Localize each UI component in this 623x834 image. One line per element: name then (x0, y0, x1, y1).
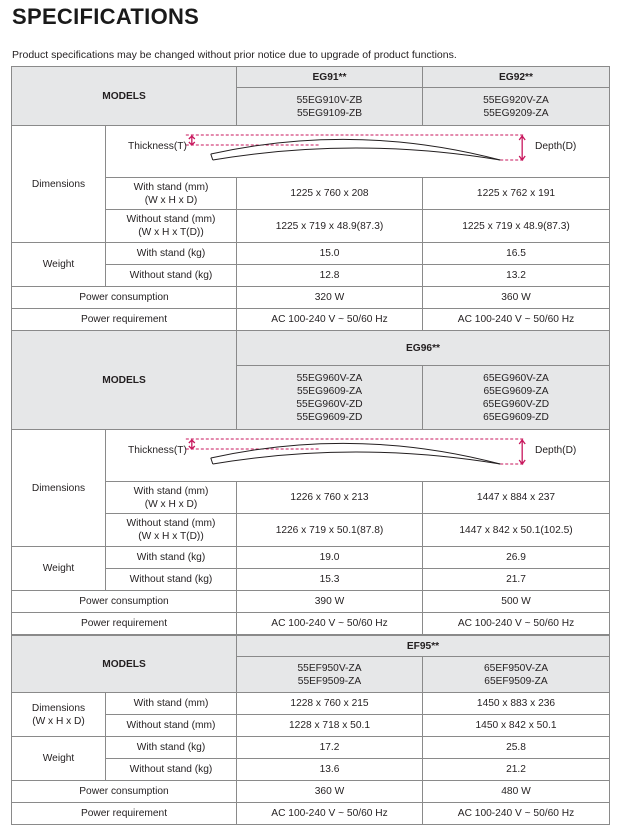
value-cell: 390 W (237, 591, 423, 613)
model-list: 55EF950V-ZA 55EF9509-ZA (237, 657, 423, 693)
series-header: EG91** (237, 67, 423, 88)
with-stand-mm-label: With stand (mm) (W x H x D) (106, 178, 237, 210)
value-cell: 1450 x 883 x 236 (423, 693, 610, 715)
value-cell: 26.9 (423, 547, 610, 569)
value-cell: 1225 x 760 x 208 (237, 178, 423, 210)
value-cell: 1225 x 762 x 191 (423, 178, 610, 210)
value-cell: 1228 x 718 x 50.1 (237, 715, 423, 737)
model-list: 65EG960V-ZA 65EG9609-ZA 65EG960V-ZD 65EG9609-ZD (423, 366, 610, 430)
with-stand-kg-label: With stand (kg) (106, 243, 237, 265)
value-cell: 1225 x 719 x 48.9(87.3) (237, 210, 423, 243)
models-header: MODELS (12, 636, 237, 693)
value-cell: 1450 x 842 x 50.1 (423, 715, 610, 737)
models-header: MODELS (12, 67, 237, 126)
power-consumption-label: Power consumption (12, 287, 237, 309)
value-cell: 13.2 (423, 265, 610, 287)
value-cell: AC 100-240 V ~ 50/60 Hz (237, 309, 423, 331)
spec-table-eg96 (11, 330, 610, 635)
with-stand-kg-label: With stand (kg) (106, 547, 237, 569)
series-header: EF95** (237, 636, 610, 657)
page-title: SPECIFICATIONS (12, 4, 200, 29)
thickness-depth-diagram (106, 126, 610, 178)
without-stand-kg-label: Without stand (kg) (106, 759, 237, 781)
value-cell: 1447 x 842 x 50.1(102.5) (423, 514, 610, 547)
value-cell: 480 W (423, 781, 610, 803)
thickness-label: Thickness(T) (128, 445, 187, 456)
value-cell: 21.7 (423, 569, 610, 591)
depth-label: Depth(D) (535, 445, 577, 456)
value-cell: AC 100-240 V ~ 50/60 Hz (423, 613, 610, 635)
series-header: EG96** (237, 331, 610, 366)
value-cell: 15.3 (237, 569, 423, 591)
spec-table-eg91-eg92 (11, 66, 610, 331)
value-cell: 320 W (237, 287, 423, 309)
dimensions-label: Dimensions (12, 126, 106, 243)
model-list: 55EG960V-ZA 55EG9609-ZA 55EG960V-ZD 55EG9609-ZD (237, 366, 423, 430)
power-requirement-label: Power requirement (12, 309, 237, 331)
without-stand-mm-label: Without stand (mm) (W x H x T(D)) (106, 514, 237, 547)
value-cell: 1226 x 719 x 50.1(87.8) (237, 514, 423, 547)
value-cell: 25.8 (423, 737, 610, 759)
value-cell: 15.0 (237, 243, 423, 265)
dimensions-label: Dimensions (12, 430, 106, 547)
with-stand-mm-label: With stand (mm) (106, 693, 237, 715)
without-stand-mm-label: Without stand (mm) (W x H x T(D)) (106, 210, 237, 243)
value-cell: 360 W (237, 781, 423, 803)
value-cell: 1228 x 760 x 215 (237, 693, 423, 715)
without-stand-mm-label: Without stand (mm) (106, 715, 237, 737)
value-cell: 19.0 (237, 547, 423, 569)
value-cell: AC 100-240 V ~ 50/60 Hz (423, 309, 610, 331)
disclaimer-note: Product specifications may be changed without prior notice due to upgrade of product functions. (12, 49, 457, 61)
thickness-label: Thickness(T) (128, 141, 187, 152)
dimensions-label: Dimensions (W x H x D) (12, 693, 106, 737)
power-requirement-label: Power requirement (12, 613, 237, 635)
model-list: 65EF950V-ZA 65EF9509-ZA (423, 657, 610, 693)
value-cell: 1225 x 719 x 48.9(87.3) (423, 210, 610, 243)
spec-table-ef95 (11, 635, 610, 825)
with-stand-mm-label: With stand (mm) (W x H x D) (106, 482, 237, 514)
with-stand-kg-label: With stand (kg) (106, 737, 237, 759)
weight-label: Weight (12, 737, 106, 781)
weight-label: Weight (12, 243, 106, 287)
value-cell: 12.8 (237, 265, 423, 287)
depth-label: Depth(D) (535, 141, 577, 152)
thickness-depth-diagram (106, 430, 610, 482)
without-stand-kg-label: Without stand (kg) (106, 569, 237, 591)
series-header: EG92** (423, 67, 610, 88)
power-consumption-label: Power consumption (12, 781, 237, 803)
value-cell: 1447 x 884 x 237 (423, 482, 610, 514)
weight-label: Weight (12, 547, 106, 591)
value-cell: AC 100-240 V ~ 50/60 Hz (237, 803, 423, 825)
value-cell: 13.6 (237, 759, 423, 781)
value-cell: 1226 x 760 x 213 (237, 482, 423, 514)
value-cell: 360 W (423, 287, 610, 309)
power-consumption-label: Power consumption (12, 591, 237, 613)
value-cell: 21.2 (423, 759, 610, 781)
value-cell: 16.5 (423, 243, 610, 265)
value-cell: AC 100-240 V ~ 50/60 Hz (237, 613, 423, 635)
without-stand-kg-label: Without stand (kg) (106, 265, 237, 287)
power-requirement-label: Power requirement (12, 803, 237, 825)
value-cell: 17.2 (237, 737, 423, 759)
value-cell: 500 W (423, 591, 610, 613)
model-list: 55EG910V-ZB 55EG9109-ZB (237, 88, 423, 126)
model-list: 55EG920V-ZA 55EG9209-ZA (423, 88, 610, 126)
models-header: MODELS (12, 331, 237, 430)
value-cell: AC 100-240 V ~ 50/60 Hz (423, 803, 610, 825)
